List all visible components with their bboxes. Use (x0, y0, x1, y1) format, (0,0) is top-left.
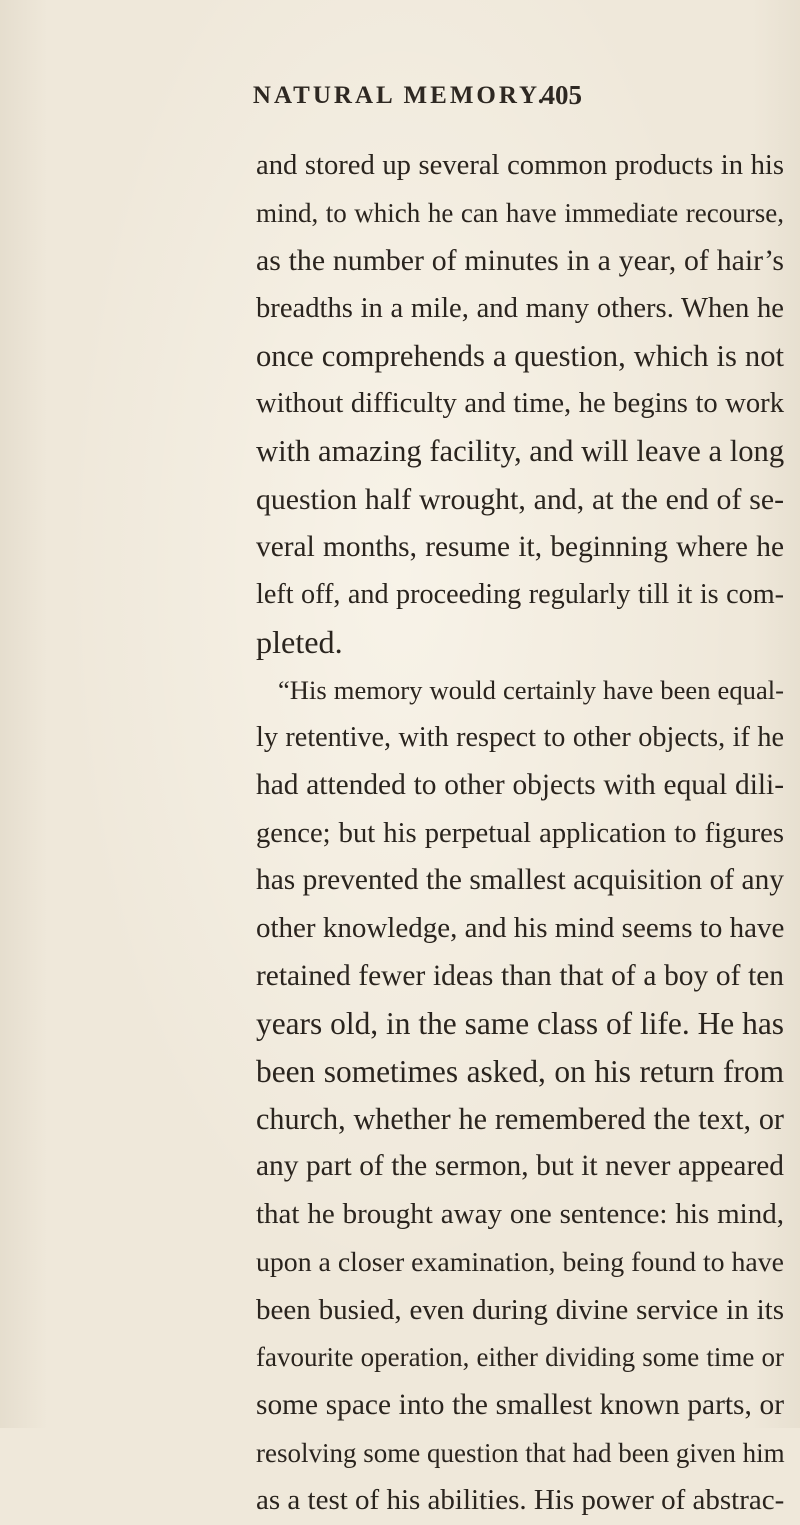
text-line: pleted. (256, 623, 343, 660)
text-line: without difficulty and time, he begins to work (256, 388, 784, 420)
text-line: has prevented the smallest acquisition of any (256, 864, 784, 897)
text-line: left off, and proceeding regularly till it is com- (256, 579, 784, 611)
text-line: had attended to other objects with equal dili- (256, 768, 784, 801)
running-title: NATURAL MEMORY. (252, 82, 548, 109)
text-line: some space into the smallest known parts, or (256, 1388, 784, 1421)
paragraph-2 (256, 667, 784, 1525)
text-line: ly retentive, with respect to other objects, if he (256, 722, 784, 754)
body-text (256, 142, 784, 1525)
text-line: mind, to which he can have immediate recourse, (256, 197, 784, 228)
text-line: been sometimes asked, on his return from (256, 1054, 784, 1090)
text-line: gence; but his perpetual application to figures (256, 817, 784, 849)
text-line: once comprehends a question, which is not (256, 338, 784, 373)
text-line: as the number of minutes in a year, of hair’s (256, 244, 784, 278)
text-line: any part of the sermon, but it never appeared (256, 1150, 784, 1183)
text-line: church, whether he remembered the text, or (256, 1101, 784, 1136)
text-line: that he brought away one sentence: his mind, (256, 1198, 784, 1231)
text-line: “His memory would certainly have been equal- (278, 674, 784, 705)
text-line: and stored up several common products in his (256, 150, 784, 181)
text-line: been busied, even during divine service in its (256, 1293, 784, 1326)
text-line: years old, in the same class of life. He has (256, 1006, 784, 1042)
text-line: upon a closer examination, being found to have (256, 1246, 784, 1278)
text-line: other knowledge, and his mind seems to have (256, 912, 785, 944)
text-line: favourite operation, either dividing some time or (256, 1342, 784, 1373)
text-line: retained fewer ideas than that of a boy of ten (256, 959, 784, 992)
text-line: question half wrought, and, at the end of se- (256, 482, 784, 516)
text-line: veral months, resume it, beginning where he (256, 530, 784, 563)
text-line: as a test of his abilities. His power of abstrac- (256, 1484, 785, 1517)
text-line: breadths in a mile, and many others. When he (256, 293, 784, 325)
page-number: 405 (541, 80, 582, 110)
text-line: resolving some question that had been given him (256, 1437, 785, 1468)
text-line: with amazing facility, and will leave a long (256, 434, 785, 469)
paragraph-1 (256, 142, 784, 667)
